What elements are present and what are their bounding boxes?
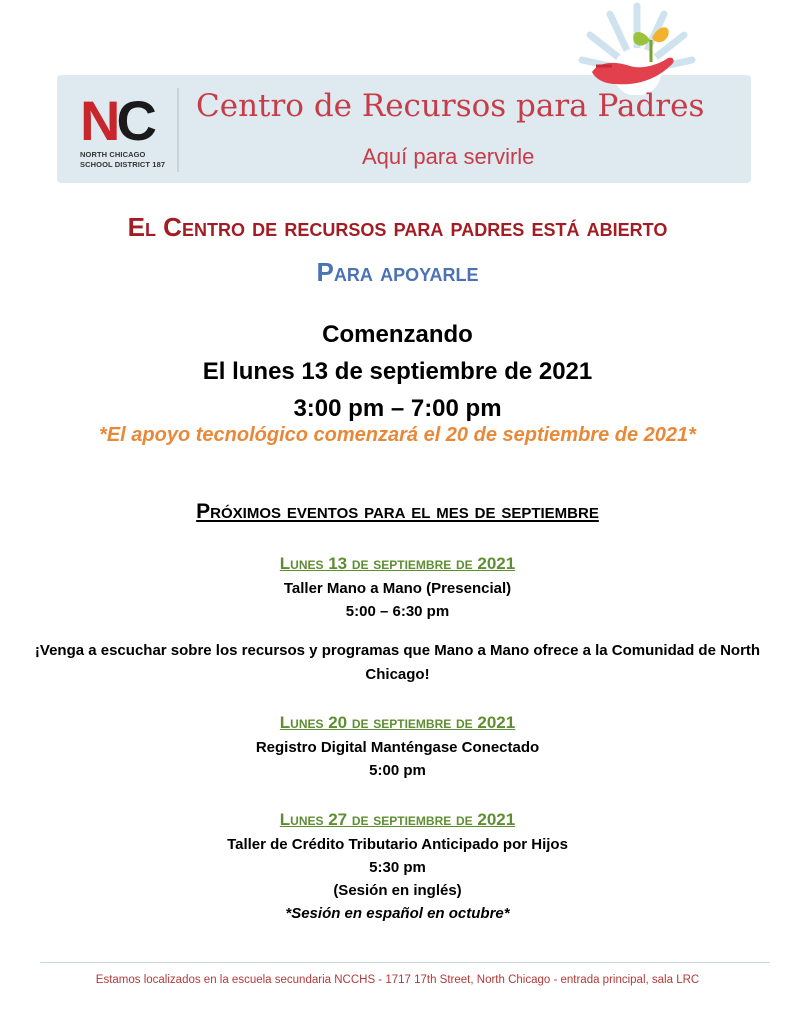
event-title: Registro Digital Manténgase Conectado [255, 739, 540, 756]
tech-support-note: *El apoyo tecnológico comenzará el 20 de septiembre de 2021* [99, 424, 696, 446]
district-logo [80, 89, 180, 173]
event-title: Taller Mano a Mano (Presencial) [283, 580, 512, 597]
events-heading: Próximos eventos para el mes de septiembre [196, 500, 599, 523]
event-date: Lunes 13 de septiembre de 2021 [279, 554, 516, 573]
logo-line2: SCHOOL DISTRICT 187 [80, 160, 166, 169]
center-subtitle: Aquí para servirle [362, 144, 535, 169]
footer-location: Estamos localizados en la escuela secundaria NCCHS - 1717 17th Street, North Chicago - entrada principal, sala LRC [95, 974, 700, 986]
event-item [0, 710, 795, 782]
footer-divider [40, 962, 770, 963]
logo-mark: NC [80, 89, 153, 152]
headline-open: El Centro de recursos para padres está abierto [127, 212, 668, 242]
event-date: Lunes 27 de septiembre de 2021 [279, 810, 516, 829]
event-time: 5:00 – 6:30 pm [345, 603, 450, 620]
event-note-english: (Sesión en inglés) [333, 882, 462, 899]
center-title: Centro de Recursos para Padres [196, 88, 705, 124]
opening-line-hours: 3:00 pm – 7:00 pm [293, 395, 502, 422]
headline-support: Para apoyarle [316, 257, 479, 287]
event-time: 5:30 pm [369, 859, 426, 876]
event-title: Taller de Crédito Tributario Anticipado por Hijos [227, 836, 568, 853]
helping-hand-sprout-icon [572, 0, 702, 95]
header-divider [177, 88, 179, 172]
event-time: 5:00 pm [369, 762, 426, 779]
opening-block [0, 316, 795, 427]
event-item [0, 807, 795, 925]
event-date: Lunes 20 de septiembre de 2021 [279, 713, 516, 732]
opening-line-start: Comenzando [322, 321, 473, 348]
event-item [0, 551, 795, 623]
opening-line-date: El lunes 13 de septiembre de 2021 [202, 358, 593, 385]
promo-text: ¡Venga a escuchar sobre los recursos y programas que Mano a Mano ofrece a la Comunidad de North Chicago! [34, 642, 761, 683]
event-note-spanish: *Sesión en español en octubre* [285, 905, 510, 922]
logo-line1: NORTH CHICAGO [80, 150, 146, 159]
